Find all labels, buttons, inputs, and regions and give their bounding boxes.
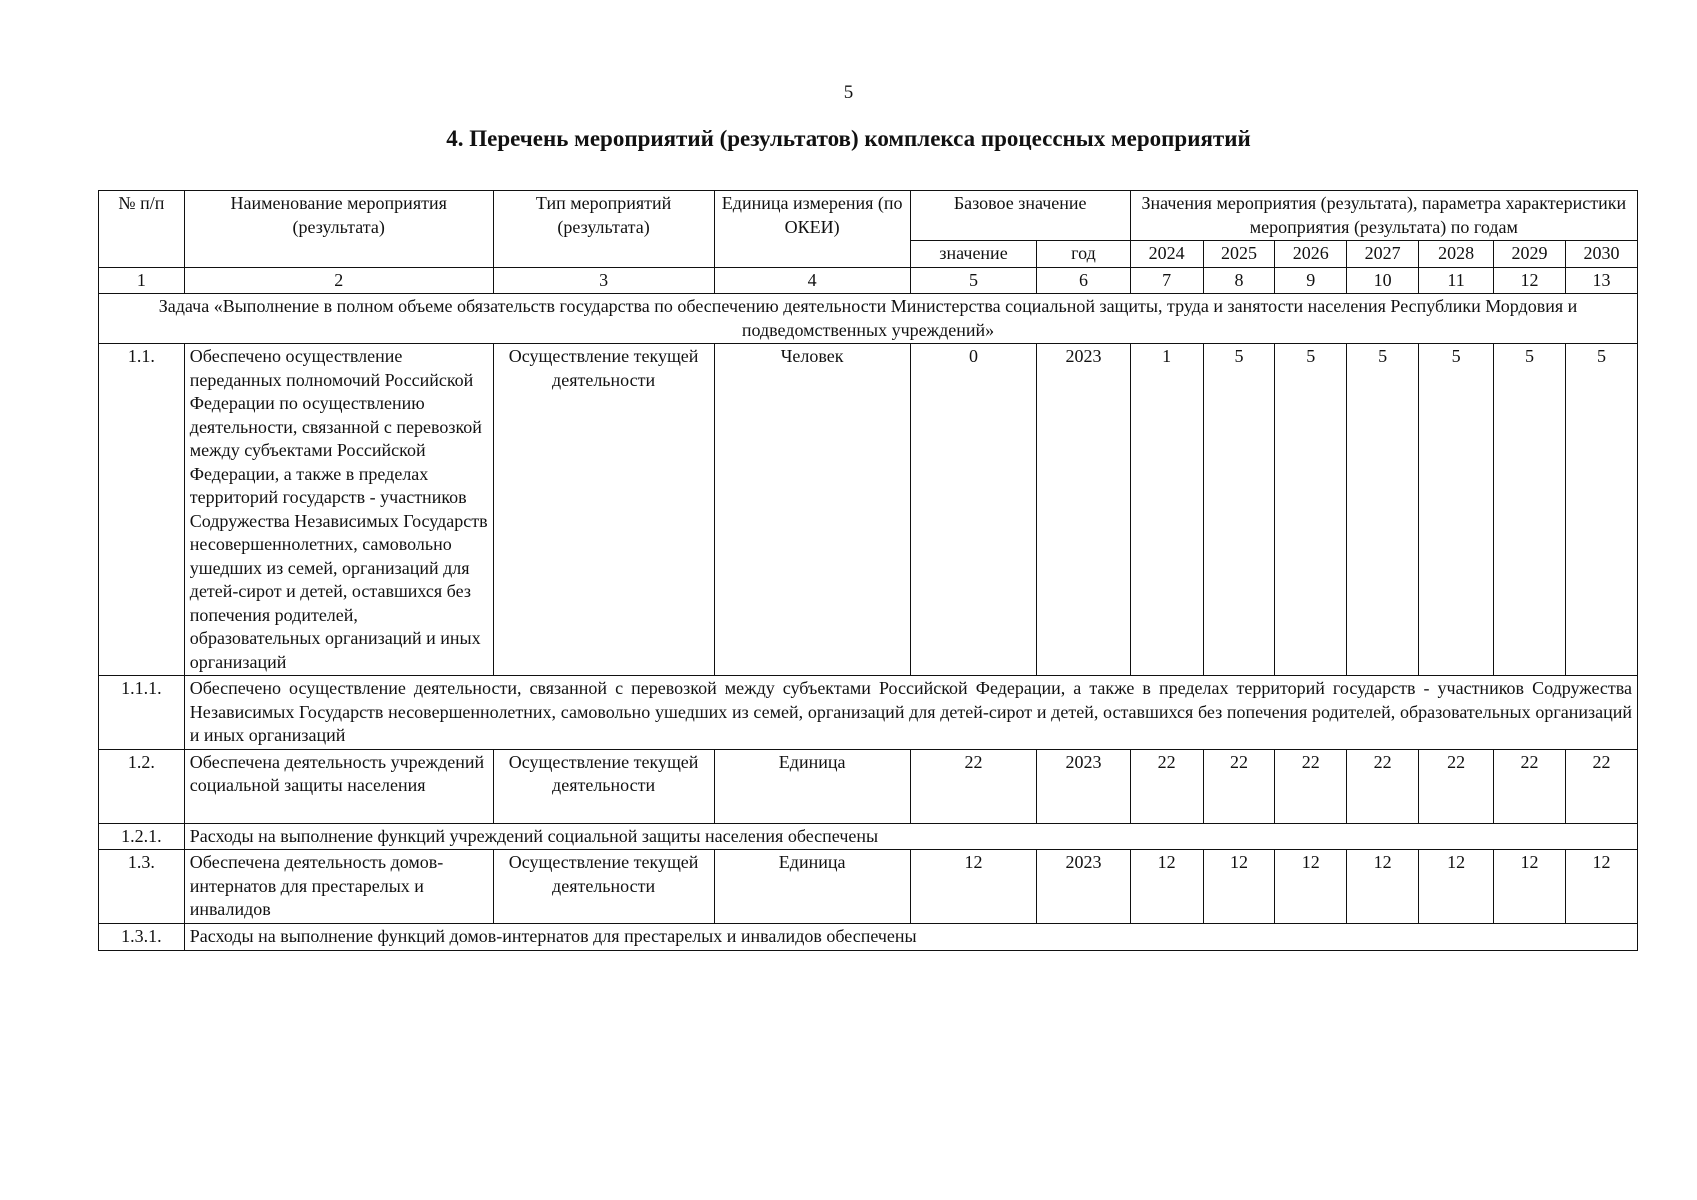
row-num: 1.3. [99, 850, 185, 924]
column-number: 4 [714, 267, 910, 294]
header-year: 2026 [1275, 241, 1347, 268]
row-num: 1.3.1. [99, 924, 185, 951]
header-year: 2028 [1419, 241, 1494, 268]
row-base-value: 22 [910, 749, 1037, 823]
row-value: 12 [1419, 850, 1494, 924]
row-num: 1.1.1. [99, 676, 185, 750]
row-type: Осуществление текущей деятельности [493, 344, 714, 676]
row-text: Расходы на выполнение функций домов-интернатов для престарелых и инвалидов обеспечены [184, 924, 1637, 951]
row-name: Обеспечена деятельность учреждений социальной защиты населения [184, 749, 493, 823]
row-name: Обеспечена деятельность домов-интернатов для престарелых и инвалидов [184, 850, 493, 924]
page-number: 5 [843, 82, 854, 103]
row-name: Обеспечено осуществление переданных полномочий Российской Федерации по осуществлению деятельности, связанной с перевозкой между субъектами Российской Федерации, а также в пределах территорий государств - участников Содружества Независимых Государств несовершеннолетних, самовольно ушедших из семей, организаций для детей-сирот и детей, оставшихся без попечения родителей, образовательных организаций и иных организаций [184, 344, 493, 676]
row-value: 22 [1419, 749, 1494, 823]
row-base-year: 2023 [1037, 850, 1130, 924]
row-text: Расходы на выполнение функций учреждений социальной защиты населения обеспечены [184, 823, 1637, 850]
table-row [99, 924, 1638, 951]
row-value: 5 [1347, 344, 1419, 676]
row-value: 12 [1565, 850, 1637, 924]
row-base-year: 2023 [1037, 344, 1130, 676]
row-num: 1.2.1. [99, 823, 185, 850]
row-value: 5 [1494, 344, 1566, 676]
column-number: 12 [1494, 267, 1566, 294]
column-number: 6 [1037, 267, 1130, 294]
column-number: 11 [1419, 267, 1494, 294]
column-number: 9 [1275, 267, 1347, 294]
row-base-value: 12 [910, 850, 1037, 924]
column-number: 1 [99, 267, 185, 294]
row-value: 12 [1494, 850, 1566, 924]
header-year: 2030 [1565, 241, 1637, 268]
column-number: 7 [1130, 267, 1203, 294]
header-num: № п/п [99, 191, 185, 268]
row-value: 12 [1130, 850, 1203, 924]
column-number: 10 [1347, 267, 1419, 294]
task-row [99, 294, 1638, 344]
row-value: 1 [1130, 344, 1203, 676]
row-text: Обеспечено осуществление деятельности, связанной с перевозкой между субъектами Российской Федерации, а также в пределах территорий государств - участников Содружества Независимых Государств несовершеннолетних, самовольно ушедших из семей, организаций для детей-сирот и детей, оставшихся без попечения родителей, образовательных организаций и иных организаций [184, 676, 1637, 750]
measures-table [98, 190, 1638, 951]
row-type: Осуществление текущей деятельности [493, 850, 714, 924]
header-row-1 [99, 191, 1638, 241]
column-number-row [99, 267, 1638, 294]
header-year: 2025 [1203, 241, 1275, 268]
row-value: 12 [1275, 850, 1347, 924]
table-row [99, 676, 1638, 750]
row-value: 22 [1347, 749, 1419, 823]
row-value: 22 [1275, 749, 1347, 823]
header-year: 2027 [1347, 241, 1419, 268]
row-type: Осуществление текущей деятельности [493, 749, 714, 823]
row-base-year: 2023 [1037, 749, 1130, 823]
column-number: 8 [1203, 267, 1275, 294]
header-base: Базовое значение [910, 191, 1130, 241]
header-unit: Единица измерения (по ОКЕИ) [714, 191, 910, 268]
table-row [99, 850, 1638, 924]
row-value: 22 [1203, 749, 1275, 823]
header-base-value: значение [910, 241, 1037, 268]
column-number: 3 [493, 267, 714, 294]
header-values: Значения мероприятия (результата), параметра характеристики мероприятия (результата) по годам [1130, 191, 1637, 241]
column-number: 5 [910, 267, 1037, 294]
header-name: Наименование мероприятия (результата) [184, 191, 493, 268]
row-value: 5 [1203, 344, 1275, 676]
row-unit: Единица [714, 850, 910, 924]
row-value: 12 [1203, 850, 1275, 924]
task-text: Задача «Выполнение в полном объеме обязательств государства по обеспечению деятельности Министерства социальной защиты, труда и занятости населения Республики Мордовия и подведомственных учреждений» [99, 294, 1638, 344]
page-title: 4. Перечень мероприятий (результатов) комплекса процессных мероприятий [446, 126, 1251, 151]
row-unit: Человек [714, 344, 910, 676]
row-num: 1.1. [99, 344, 185, 676]
column-number: 2 [184, 267, 493, 294]
column-number: 13 [1565, 267, 1637, 294]
row-value: 22 [1130, 749, 1203, 823]
row-unit: Единица [714, 749, 910, 823]
row-value: 22 [1565, 749, 1637, 823]
row-value: 5 [1275, 344, 1347, 676]
header-year: 2029 [1494, 241, 1566, 268]
row-value: 12 [1347, 850, 1419, 924]
row-value: 5 [1565, 344, 1637, 676]
row-value: 5 [1419, 344, 1494, 676]
table-row [99, 823, 1638, 850]
header-base-year: год [1037, 241, 1130, 268]
header-year: 2024 [1130, 241, 1203, 268]
row-num: 1.2. [99, 749, 185, 823]
row-value: 22 [1494, 749, 1566, 823]
table-row [99, 749, 1638, 823]
row-base-value: 0 [910, 344, 1037, 676]
header-type: Тип мероприятий (результата) [493, 191, 714, 268]
table-row [99, 344, 1638, 676]
